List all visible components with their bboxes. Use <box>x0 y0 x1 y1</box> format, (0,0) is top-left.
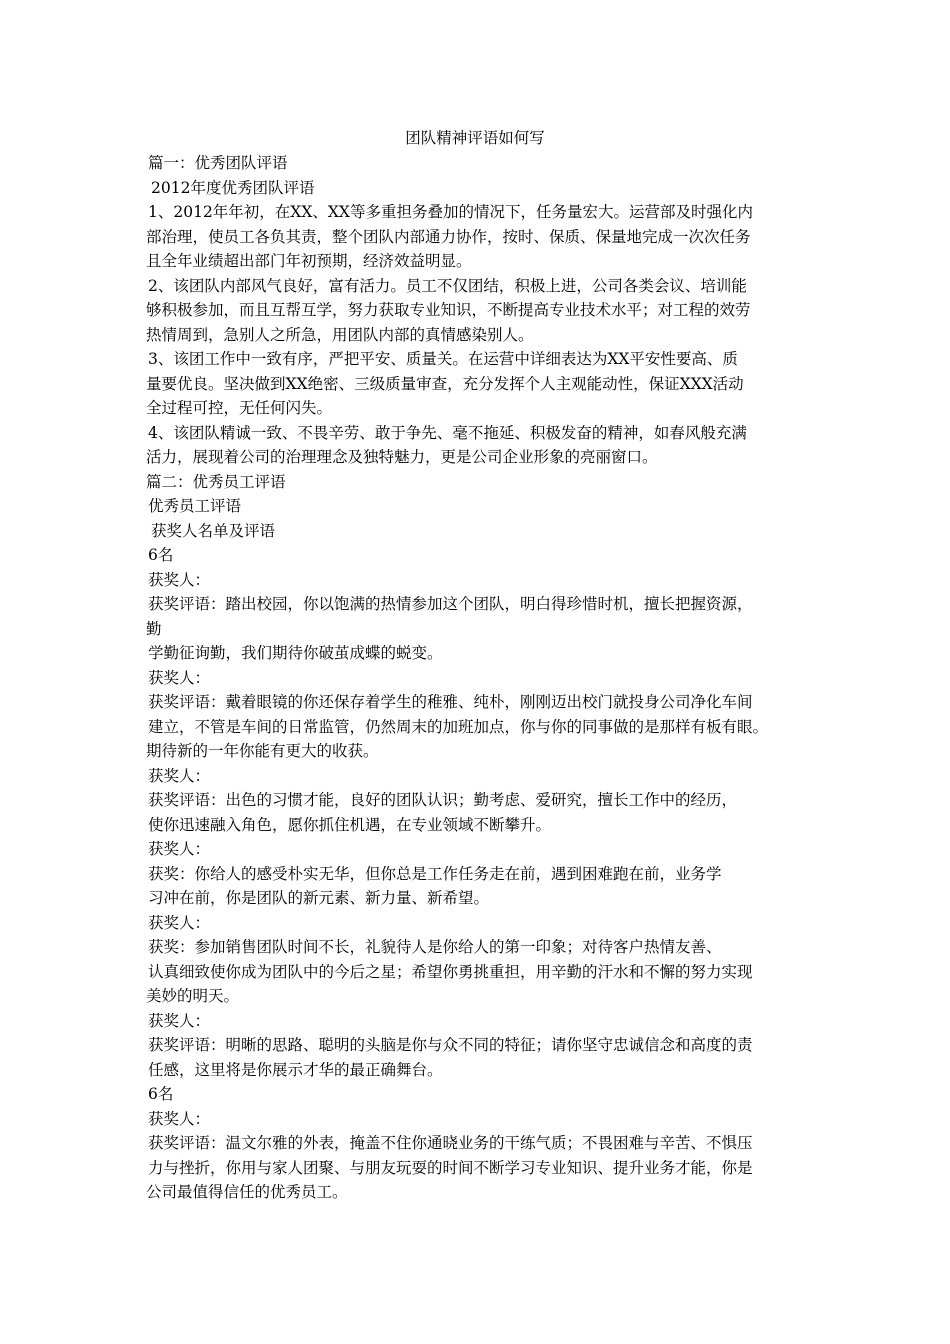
paragraph-line: 够积极参加，而且互帮互学，努力获取专业知识，不断提高专业技术水平；对工程的效劳 <box>146 301 751 319</box>
paragraph-line: 获奖评语：戴着眼镜的你还保存着学生的稚雅、纯朴，刚刚迈出校门就投身公司净化车间 <box>148 693 753 711</box>
paragraph-line: 4、该团队精诚一致、不畏辛劳、敢于争先、毫不拖延、积极发奋的精神，如春风般充满 <box>148 423 747 442</box>
paragraph-line: 认真细致使你成为团队中的今后之星；希望你勇挑重担，用辛勤的汗水和不懈的努力实现 <box>148 962 753 981</box>
paragraph-line: 量要优良。坚决做到XX绝密、三级质量审查，充分发挥个人主观能动性，保证XXX活动 <box>146 374 744 393</box>
paragraph-line: 部治理，使员工各负其责，整个团队内部通力协作，按时、保质、保量地完成一次次任务 <box>146 227 751 246</box>
paragraph-line: 获奖人： <box>148 913 211 932</box>
paragraph-line: 获奖：你给人的感受朴实无华，但你总是工作任务走在前，遇到困难跑在前，业务学 <box>148 864 722 883</box>
paragraph-line: 习冲在前，你是团队的新元素、新力量、新希望。 <box>148 889 490 907</box>
paragraph-line: 6名 <box>148 546 174 564</box>
paragraph-line: 篇二：优秀员工评语 <box>146 472 286 491</box>
paragraph-line: 热情周到，急别人之所急，用团队内部的真情感染别人。 <box>146 325 534 344</box>
paragraph-line: 2012年度优秀团队评语 <box>151 178 315 197</box>
paragraph-line: 期待新的一年你能有更大的收获。 <box>146 742 379 760</box>
paragraph-line: 获奖人： <box>148 570 211 589</box>
paragraph-line: 学勤征询勤，我们期待你破茧成蝶的蜕变。 <box>148 644 443 662</box>
paragraph-line: 全过程可控，无任何闪失。 <box>146 399 333 417</box>
paragraph-line: 且全年业绩超出部门年初预期，经济效益明显。 <box>146 252 472 270</box>
paragraph-line: 1、2012年年初，在XX、XX等多重担务叠加的情况下，任务量宏大。运营部及时强化内 <box>148 203 753 221</box>
paragraph-line: 获奖人： <box>148 1109 211 1128</box>
paragraph-line: 美妙的明天。 <box>146 987 240 1005</box>
paragraph-line: 6名 <box>148 1085 174 1103</box>
document-body <box>146 151 822 1205</box>
paragraph-line: 勤 <box>146 619 162 638</box>
paragraph-line: 任感，这里将是你展示才华的最正确舞台。 <box>148 1060 443 1079</box>
paragraph-line: 获奖评语：温文尔雅的外表，掩盖不住你通晓业务的干练气质；不畏困难与辛苦、不惧压 <box>148 1134 753 1152</box>
paragraph-line: 获奖人： <box>148 1011 211 1030</box>
paragraph-line: 篇一：优秀团队评语 <box>148 154 288 172</box>
paragraph-line: 获奖评语：明晰的思路、聪明的头脑是你与众不同的特征；请你坚守忠诚信念和高度的责 <box>148 1036 753 1054</box>
document-title: 团队精神评语如何写 <box>405 129 545 147</box>
paragraph-line: 建立，不管是车间的日常监管，仍然周末的加班加点，你与你的同事做的是那样有板有眼。 <box>148 717 769 736</box>
paragraph-line: 2、该团队内部风气良好，富有活力。员工不仅团结，积极上进，公司各类会议、培训能 <box>148 276 747 295</box>
paragraph-line: 活力，展现着公司的治理理念及独特魅力，更是公司企业形象的亮丽窗口。 <box>146 448 658 466</box>
paragraph-line: 力与挫折，你用与家人团聚、与朋友玩耍的时间不断学习专业知识、提升业务才能，你是 <box>148 1158 753 1177</box>
paragraph-line: 3、该团工作中一致有序，严把平安、质量关。在运营中详细表达为XX平安性要高、质 <box>148 350 738 368</box>
paragraph-line: 优秀员工评语 <box>148 497 242 515</box>
paragraph-line: 获奖人： <box>148 668 211 687</box>
paragraph-line: 获奖：参加销售团队时间不长，礼貌待人是你给人的第一印象；对待客户热情友善、 <box>148 938 722 956</box>
paragraph-line: 获奖评语：踏出校园，你以饱满的热情参加这个团队，明白得珍惜时机，擅长把握资源， <box>148 595 753 613</box>
paragraph-line: 获奖人： <box>148 766 211 785</box>
paragraph-line: 获奖评语：出色的习惯才能，良好的团队认识；勤考虑、爱研究，擅长工作中的经历， <box>148 791 738 809</box>
paragraph-line: 获奖人名单及评语 <box>151 521 276 540</box>
paragraph-line: 获奖人： <box>148 840 211 858</box>
paragraph-line: 使你迅速融入角色，愿你抓住机遇，在专业领域不断攀升。 <box>148 815 552 834</box>
paragraph-line: 公司最值得信任的优秀员工。 <box>146 1183 348 1201</box>
